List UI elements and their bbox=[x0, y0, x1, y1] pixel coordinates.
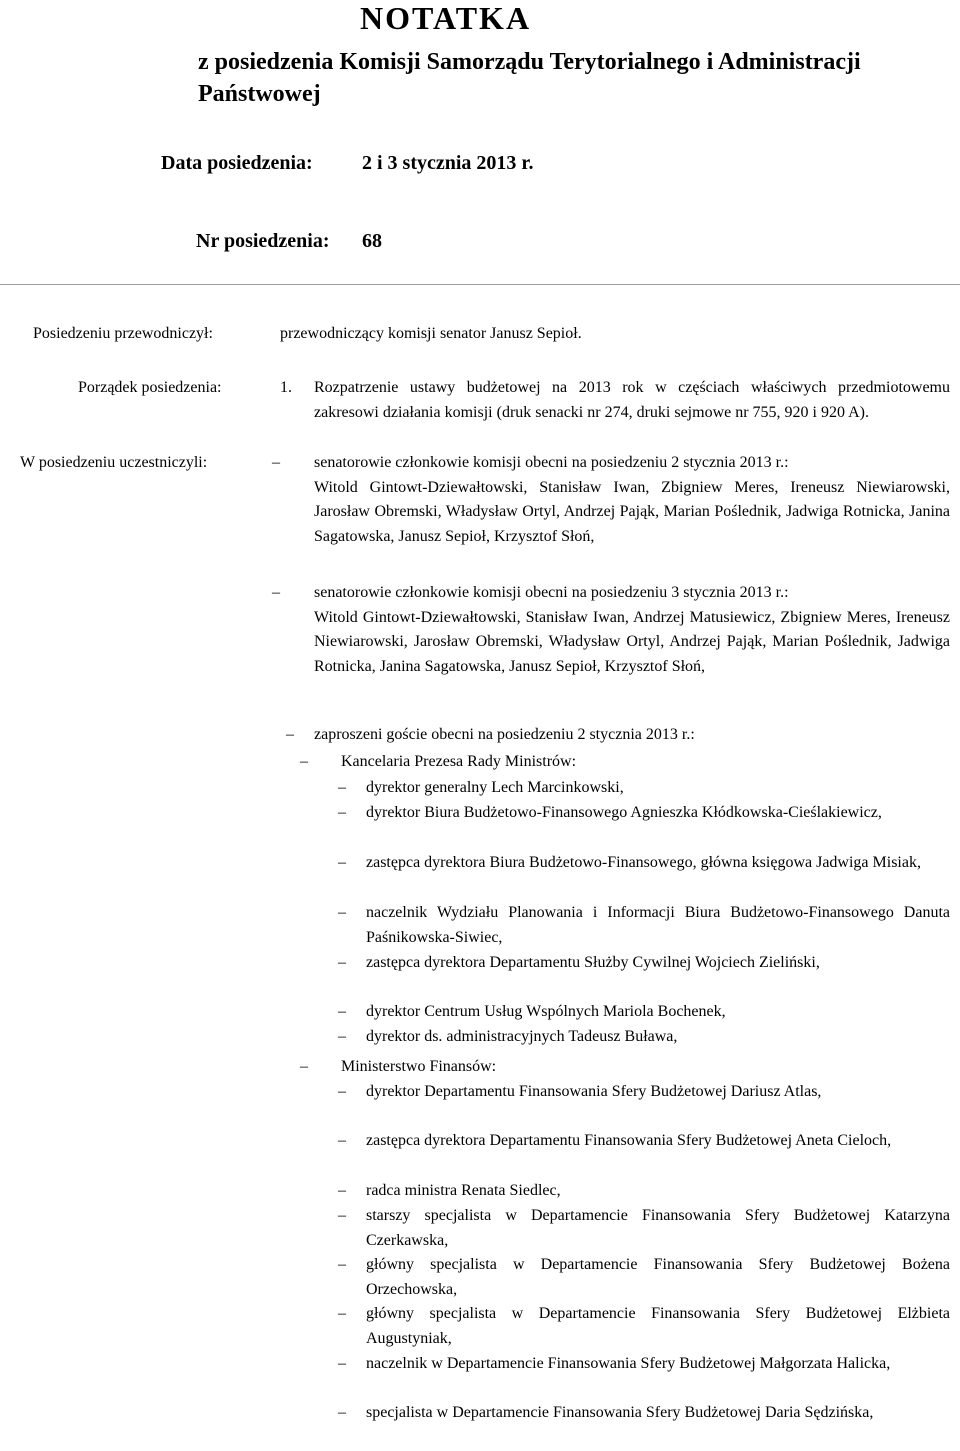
list-dash: – bbox=[300, 1058, 308, 1075]
meeting-number-value: 68 bbox=[362, 230, 382, 252]
list-dash: – bbox=[300, 753, 308, 770]
list-dash: – bbox=[338, 1305, 346, 1322]
meeting-date-label: Data posiedzenia: bbox=[161, 152, 313, 174]
list-item: naczelnik Wydziału Planowania i Informacji Biura Budżetowo-Finansowego Danuta Paśnikowska-Siwiec, bbox=[366, 904, 950, 946]
document-title: NOTATKA bbox=[360, 0, 532, 36]
meeting-date-value: 2 i 3 stycznia 2013 r. bbox=[362, 152, 534, 174]
list-dash: – bbox=[338, 1207, 346, 1224]
list-item: naczelnik w Departamencie Finansowania Sfery Budżetowej Małgorzata Halicka, bbox=[366, 1355, 891, 1372]
agenda-item-text: Rozpatrzenie ustawy budżetowej na 2013 rok w częściach właściwych przedmiotowemu zakresowi działania komisji (druk senacki nr 274, druki sejmowe nr 755, 920 i 920 A). bbox=[314, 379, 950, 421]
senators-day1-names: Witold Gintowt-Dziewałtowski, Stanisław Iwan, Zbigniew Meres, Ireneusz Niewiarowski, Jarosław Obremski, Władysław Ortyl, Andrzej Pająk, Marian Poślednik, Jadwiga Rotnicka, Janina Sagatowska, Janusz Sepioł, Krzysztof Słoń, bbox=[314, 478, 950, 545]
document-subtitle: z posiedzenia Komisji Samorządu Terytorialnego i Administracji Państwowej bbox=[198, 49, 861, 107]
list-dash: – bbox=[338, 1256, 346, 1273]
list-item: dyrektor ds. administracyjnych Tadeusz Buława, bbox=[366, 1028, 678, 1045]
list-item: radca ministra Renata Siedlec, bbox=[366, 1182, 561, 1199]
list-dash: – bbox=[338, 1083, 346, 1100]
list-dash: – bbox=[338, 1355, 346, 1372]
list-item: dyrektor Biura Budżetowo-Finansowego Agnieszka Kłódkowska-Cieślakiewicz, bbox=[366, 804, 882, 821]
list-dash: – bbox=[338, 779, 346, 796]
guests-heading: zaproszeni goście obecni na posiedzeniu 2 stycznia 2013 r.: bbox=[314, 726, 695, 743]
list-item: główny specjalista w Departamencie Finansowania Sfery Budżetowej Bożena Orzechowska, bbox=[366, 1256, 950, 1298]
list-dash: – bbox=[338, 1182, 346, 1199]
institution-kprm: Kancelaria Prezesa Rady Ministrów: bbox=[341, 753, 577, 770]
institution-mf: Ministerstwo Finansów: bbox=[341, 1058, 497, 1075]
agenda-label: Porządek posiedzenia: bbox=[78, 379, 222, 396]
list-item: dyrektor Departamentu Finansowania Sfery Budżetowej Dariusz Atlas, bbox=[366, 1083, 822, 1100]
senators-day2 bbox=[314, 581, 950, 679]
list-dash: – bbox=[338, 854, 346, 871]
list-dash: – bbox=[338, 1404, 346, 1421]
meeting-number-label: Nr posiedzenia: bbox=[196, 230, 330, 252]
participants-label: W posiedzeniu uczestniczyli: bbox=[20, 454, 208, 471]
senators-day1 bbox=[314, 451, 950, 549]
separator-line bbox=[0, 284, 960, 285]
list-item: starszy specjalista w Departamencie Finansowania Sfery Budżetowej Katarzyna Czerkawska, bbox=[366, 1207, 950, 1249]
list-item: zastępca dyrektora Biura Budżetowo-Finansowego, główna księgowa Jadwiga Misiak, bbox=[366, 854, 921, 871]
senators-day1-heading: senatorowie członkowie komisji obecni na posiedzeniu 2 stycznia 2013 r.: bbox=[314, 454, 789, 471]
list-dash: – bbox=[338, 904, 346, 921]
list-item: główny specjalista w Departamencie Finansowania Sfery Budżetowej Elżbieta Augustyniak, bbox=[366, 1305, 950, 1347]
list-dash: – bbox=[272, 454, 280, 471]
chair-label: Posiedzeniu przewodniczył: bbox=[33, 325, 213, 342]
chair-value: przewodniczący komisji senator Janusz Sepioł. bbox=[280, 325, 582, 342]
list-dash: – bbox=[272, 584, 280, 601]
agenda-item-number: 1. bbox=[280, 379, 292, 396]
list-dash: – bbox=[338, 804, 346, 821]
list-dash: – bbox=[338, 954, 346, 971]
list-item: specjalista w Departamencie Finansowania Sfery Budżetowej Daria Sędzińska, bbox=[366, 1404, 874, 1421]
senators-day2-heading: senatorowie członkowie komisji obecni na posiedzeniu 3 stycznia 2013 r.: bbox=[314, 584, 789, 601]
list-item: zastępca dyrektora Departamentu Finansowania Sfery Budżetowej Aneta Cieloch, bbox=[366, 1132, 892, 1149]
list-dash: – bbox=[286, 726, 294, 743]
list-item: dyrektor Centrum Usług Wspólnych Mariola Bochenek, bbox=[366, 1003, 726, 1020]
list-dash: – bbox=[338, 1028, 346, 1045]
list-item: zastępca dyrektora Departamentu Służby Cywilnej Wojciech Zieliński, bbox=[366, 954, 820, 971]
senators-day2-names: Witold Gintowt-Dziewałtowski, Stanisław Iwan, Andrzej Matusiewicz, Zbigniew Meres, Ireneusz Niewiarowski, Jarosław Obremski, Władysław Ortyl, Andrzej Pająk, Marian Poślednik, Jadwiga Rotnicka, Janina Sagatowska, Janusz Sepioł, Krzysztof Słoń, bbox=[314, 608, 950, 675]
list-item: dyrektor generalny Lech Marcinkowski, bbox=[366, 779, 624, 796]
list-dash: – bbox=[338, 1132, 346, 1149]
list-dash: – bbox=[338, 1003, 346, 1020]
